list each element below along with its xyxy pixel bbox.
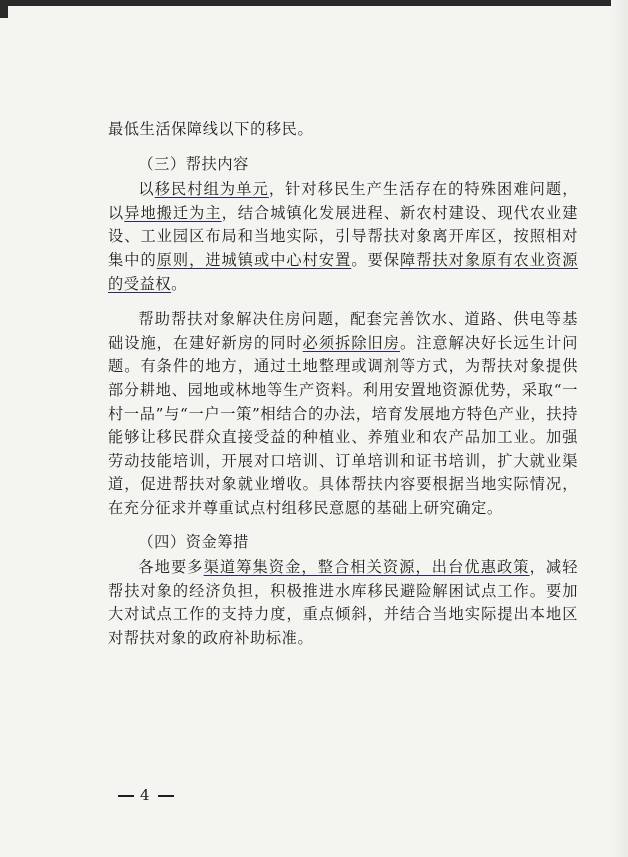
dash-left — [118, 795, 134, 797]
dash-right — [158, 795, 174, 797]
text-run: 。要保 — [351, 250, 400, 269]
paragraph-gap — [108, 296, 578, 308]
scan-top-edge — [0, 0, 628, 6]
scan-right-shadow — [611, 0, 628, 857]
text-run: 以 — [138, 180, 155, 199]
text-run: ，针对移民生产生活存在的特殊困难问题，以 — [108, 180, 579, 222]
paragraph-fund-raising — [108, 556, 578, 650]
document-body — [108, 118, 578, 650]
scan-corner-mark — [0, 0, 8, 18]
paragraph-continuation: 最低生活保障线以下的移民。 — [108, 120, 314, 138]
section-heading-3: （三）帮扶内容 — [138, 154, 249, 173]
text-run: 帮助帮扶对象解决住房问题，配套完善饮水、道路、供电等基础设施，在建好新房的同时 — [108, 310, 578, 352]
paragraph-support-content-1 — [108, 178, 578, 296]
underlined-text: 必须拆除旧房 — [302, 333, 400, 352]
text-run: 。 — [171, 274, 187, 293]
underlined-text: 原则，进城镇或中心村安置 — [156, 250, 352, 269]
underlined-text: 障帮扶对象原有农业资源的受益权 — [108, 250, 578, 293]
section-heading-4: （四）资金筹措 — [138, 532, 249, 551]
paragraph-support-content-2 — [108, 308, 578, 520]
underlined-text: 异地搬迁为主 — [124, 203, 222, 222]
page-number: 4 — [140, 786, 152, 804]
text-run: 各地要多 — [138, 558, 204, 577]
underlined-text: 渠道筹集资金，整合相关资源，出台优惠政策 — [203, 558, 530, 577]
text-run: ，减轻帮扶对象的经济负担，积极推进水库移民避险解困试点工作。要加大对试点工作的支持力度，重点倾斜，并结合当地实际提出本地区对帮扶对象的政府补助标准。 — [108, 558, 578, 647]
text-run: ，结合城镇化发展进程、新农村建设、现代农业建设、工业园区布局和当地实际，引导帮扶对象离开库区，按照相对集中的 — [108, 203, 578, 269]
page-number-footer — [112, 786, 180, 804]
underlined-text: 移民村组为单元 — [154, 180, 269, 199]
text-run: 。注意解决好长远生计问题。有条件的地方，通过土地整理或调剂等方式，为帮扶对象提供部分耕地、园地或林地等生产资料。利用安置地资源优势，采取“一村一品”与“一户一策”相结合的办法，培育发展地方特色产业，扶持能够让移民群众直接受益的种植业、养殖业和农产品加工业。加强劳动技能培训，开展对口培训、订单培训和证书培训，扩大就业渠道，促进帮扶对象就业增收。具体帮扶内容要根据当地实际情况，在充分征求并尊重试点村组移民意愿的基础上研究确定。 — [108, 333, 578, 517]
